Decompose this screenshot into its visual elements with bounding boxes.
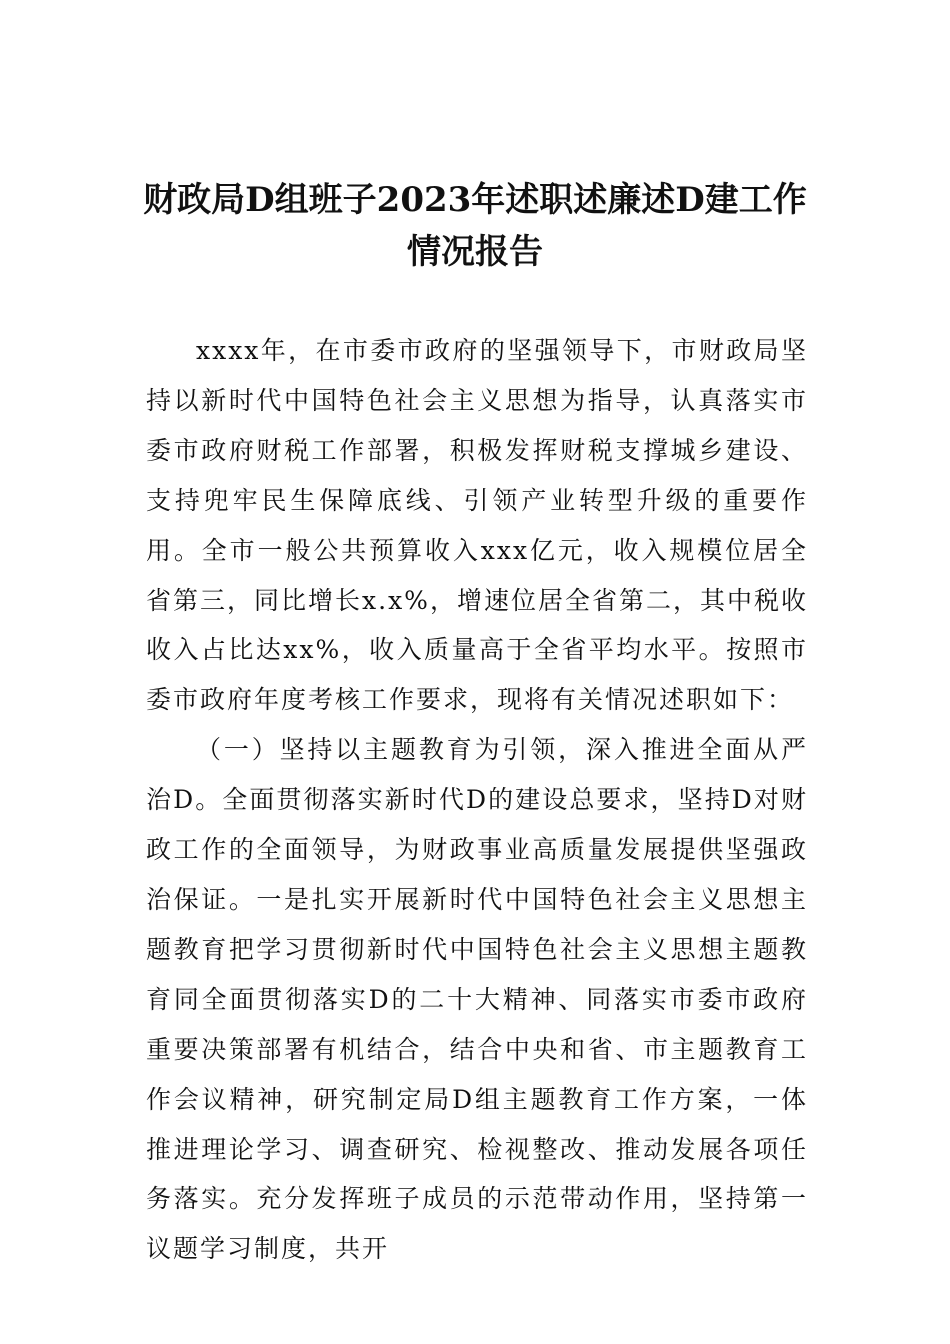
paragraph-section-one: （一）坚持以主题教育为引领，深入推进全面从严治D。全面贯彻落实新时代D的建设总要求，坚持D对财政工作的全面领导，为财政事业高质量发展提供坚强政治保证。一是扎实开展新时代中国特色社会主义思想主题教育把学习贯彻新时代中国特色社会主义思想主题教育同全面贯彻落实D的二十大精神、同落实市委市政府重要决策部署有机结合，结合中央和省、市主题教育工作会议精神，研究制定局D组主题教育工作方案，一体推进理论学习、调查研究、检视整改、推动发展各项任务落实。充分发挥班子成员的示范带动作用，坚持第一议题学习制度，共开 <box>146 735 808 1264</box>
document-body <box>146 326 808 1274</box>
paragraph-intro: xxxx年，在市委市政府的坚强领导下，市财政局坚持以新时代中国特色社会主义思想为指导，认真落实市委市政府财税工作部署，积极发挥财税支撑城乡建设、支持兜牢民生保障底线、引领产业转型升级的重要作用。全市一般公共预算收入xxx亿元，收入规模位居全省第三，同比增长x.x%，增速位居全省第二，其中税收收入占比达xx%，收入质量高于全省平均水平。按照市委市政府年度考核工作要求，现将有关情况述职如下： <box>146 336 808 715</box>
document-title: 财政局D组班子2023年述职述廉述D建工作情况报告 <box>143 180 807 272</box>
